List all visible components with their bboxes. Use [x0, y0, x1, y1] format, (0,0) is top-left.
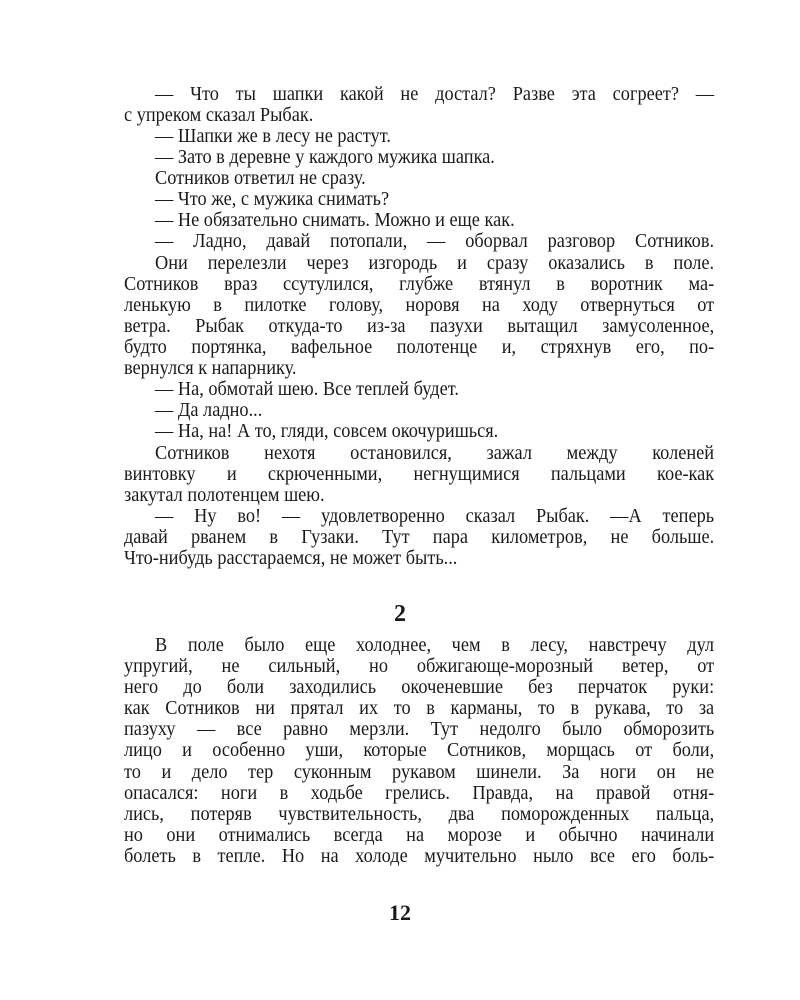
text-line: с упреком сказал Рыбак.	[124, 104, 314, 126]
text-line: лицо и особенно уши, которые Сотников, морщась от боли,	[124, 739, 715, 761]
text-line: Сотников ответил не сразу.	[155, 167, 366, 189]
text-line: Они перелезли через изгородь и сразу оказались в поле.	[155, 252, 715, 274]
text-line: Сотников нехотя остановился, зажал между коленей	[155, 442, 715, 464]
text-line: как Сотников ни прятал их то в карманы, то в рукава, то за	[124, 697, 715, 719]
text-line: — Да ладно...	[155, 399, 263, 421]
text-line: ленькую в пилотке голову, норовя на ходу отвернуться от	[124, 294, 715, 316]
text-line: — Ладно, давай потопали, — оборвал разговор Сотников.	[155, 230, 715, 252]
text-line: винтовку и скрюченными, негнущимися пальцами кое-как	[124, 463, 715, 485]
text-line: — Не обязательно снимать. Можно и еще как.	[155, 209, 515, 231]
text-line: давай рванем в Гузаки. Тут пара километров, не больше.	[124, 526, 715, 548]
text-line: опасался: ноги в ходьбе грелись. Правда, на правой отня-	[124, 782, 715, 804]
text-line: лись, потеряв чувствительность, два поморожденных пальца,	[124, 803, 715, 825]
text-line: Что-нибудь расстараемся, не может быть...	[124, 547, 458, 569]
text-line: — Что ты шапки какой не достал? Разве эта согреет? —	[155, 83, 715, 105]
text-line: него до боли заходились окоченевшие без перчаток руки:	[124, 676, 715, 698]
text-line: Сотников враз ссутулился, глубже втянул в воротник ма-	[124, 273, 715, 295]
text-line: — Ну во! — удовлетворенно сказал Рыбак. —А теперь	[155, 505, 715, 527]
page-number: 12	[389, 900, 411, 925]
text-line: вернулся к напарнику.	[124, 357, 297, 379]
text-line: закутал полотенцем шею.	[124, 484, 325, 506]
text-line: то и дело тер суконным рукавом шинели. За ноги он не	[124, 761, 715, 783]
text-line: но они отнимались всегда на морозе и обычно начинали	[124, 824, 715, 846]
text-line: — На, на! А то, гляди, совсем окочуришься.	[155, 420, 499, 442]
text-line: пазуху — все равно мерзли. Тут недолго было обморозить	[124, 718, 715, 740]
chapter-heading: 2	[394, 601, 406, 627]
text-line: упругий, не сильный, но обжигающе-морозный ветер, от	[124, 655, 715, 677]
text-line: будто портянка, вафельное полотенце и, стряхнув его, по-	[124, 336, 715, 358]
text-line: — На, обмотай шею. Все теплей будет.	[155, 378, 459, 400]
text-line: ветра. Рыбак откуда-то из-за пазухи вытащил замусоленное,	[124, 315, 715, 337]
text-line: болеть в тепле. Но на холоде мучительно ныло все его боль-	[124, 845, 715, 867]
text-line: — Шапки же в лесу не растут.	[155, 125, 391, 147]
text-line: В поле было еще холоднее, чем в лесу, навстречу дул	[155, 634, 715, 656]
text-line: — Зато в деревне у каждого мужика шапка.	[155, 146, 495, 168]
text-line: — Что же, с мужика снимать?	[155, 188, 390, 210]
